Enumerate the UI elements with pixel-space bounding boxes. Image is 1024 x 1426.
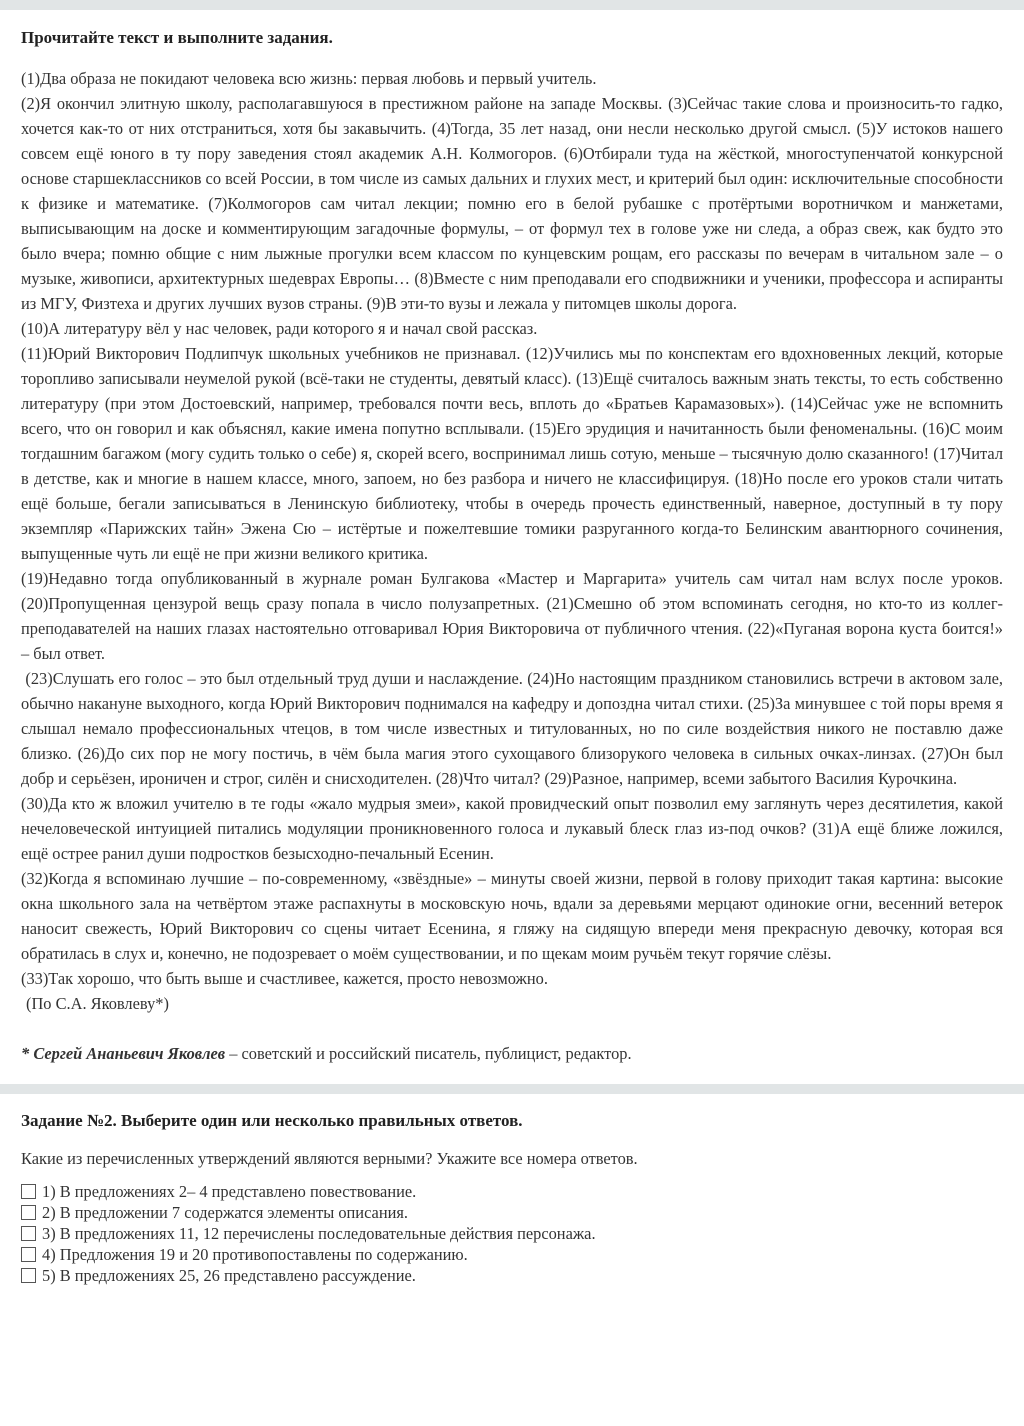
text-paragraph: (33)Так хорошо, что быть выше и счастливее, кажется, просто невозможно. [21, 969, 548, 988]
footnote-author-name: Сергей Ананьевич Яковлев [33, 1044, 226, 1063]
answer-option-label: 2) В предложении 7 содержатся элементы описания. [42, 1202, 409, 1222]
text-paragraph: (2)Я окончил элитную школу, располагавшуюся в престижном районе на западе Москвы. (3)Сейчас такие слова и произносить-то гадко, хочется как-то от них отстраниться, хотя бы закавычить. (4)Тогда, 35 лет назад, они несли несколько другой смысл. (5)У истоков нашего совсем ещё юного в ту пору заведения стоял академик А.Н. Колмогоров. (6)Отбирали туда на жёсткой, многоступенчатой конкурсной основе старшеклассников со всей России, в том числе из самых дальних и глухих мест, и критерий был один: исключительные способности к физике и математике. (7)Колмогоров сам читал лекции; помню его в белой рубашке с протёртыми воротничком и манжетами, выписывающим на доске и комментирующим загадочные формулы, – от формул тех в голове уже ни следа, а образ свеж, как будто это было вчера; помню общие с ним лыжные прогулки всем классом по кунцевским рощам, его рассказы по вечерам в читальном зале – о музыке, живописи, архитектурных шедеврах Европы… (8)Вместе с ним преподавали его сподвижники и ученики, профессора и аспиранты из МГУ, Физтеха и других лучших вузов страны. (9)В эти-то вузы и лежала у питомцев школы дорога. [21, 94, 1003, 313]
answer-option-4[interactable] [21, 1244, 1003, 1265]
answer-checkbox[interactable] [21, 1205, 36, 1220]
footnote-description: – советский и российский писатель, публицист, редактор. [225, 1044, 632, 1063]
text-paragraph: (23)Слушать его голос – это был отдельный труд души и наслаждение. (24)Но настоящим праздником становились встречи в актовом зале, обычно накануне выходного, когда Юрий Викторович поднимался на кафедру и допоздна читал стихи. (25)За минувшее с той поры время я слышал немало профессиональных чтецов, в том числе известных и титулованных, но по силе воздействия никого не поставлю даже близко. (26)До сих пор не могу постичь, в чём была магия этого сухощавого близорукого человека в сильных очках-линзах. (27)Он был добр и серьёзен, ироничен и строг, силён и снисходителен. (28)Что читал? (29)Разное, например, всеми забытого Василия Курочкина. [21, 669, 1008, 788]
author-footnote [21, 1041, 1003, 1066]
text-paragraph: (11)Юрий Викторович Подлипчук школьных учебников не признавал. (12)Учились мы по конспектам его вдохновенных лекций, которые торопливо записывали неумелой рукой (всё-таки не студенты, девятый класс). (13)Ещё считалось важным знать тексты, то есть собственно литературу (при этом Достоевский, например, требовался почти весь, вплоть до «Братьев Карамазовых»). (14)Сейчас уже не вспомнить всего, что он говорил и как объяснял, какие имена попутно всплывали. (15)Его эрудиция и начитанность были феноменальны. (16)С моим тогдашним багажом (могу судить только о себе) я, скорей всего, воспринимал лишь сотую, меньше – тысячную долю сказанного! (17)Читал в детстве, как и многие в нашем классе, много, запоем, но без разбора и ничего не классифицируя. (18)Но после его уроков стали читать ещё больше, бегали записываться в Ленинскую библиотеку, чтобы в очередь прочесть единственный, наверное, доступный в ту пору экземпляр «Парижских тайн» Эжена Сю – истёртые и пожелтевшие томики разруганного когда-то Белинским авантюрного сочинения, выпущенные чуть ли ещё не при жизни великого критика. [21, 344, 1003, 563]
text-paragraph: (10)А литературу вёл у нас человек, ради которого я и начал свой рассказ. [21, 319, 538, 338]
text-paragraph: (19)Недавно тогда опубликованный в журнале роман Булгакова «Мастер и Маргарита» учитель сам читал нам вслух после уроков. (20)Пропущенная цензурой вещь сразу попала в число полузапретных. (21)Смешно об этом вспоминать сегодня, но кто-то из коллег-преподавателей на наших глазах настоятельно отговаривал Юрия Викторовича от публичного чтения. (22)«Пуганая ворона куста боится!» – был ответ. [21, 569, 1003, 663]
answer-option-3[interactable] [21, 1223, 1003, 1244]
text-source: (По С.А. Яковлеву*) [26, 994, 169, 1013]
section-divider-band [0, 1084, 1024, 1094]
answer-option-label: 4) Предложения 19 и 20 противопоставлены по содержанию. [42, 1244, 468, 1264]
reading-text-section [0, 28, 1024, 1066]
answer-option-label: 1) В предложениях 2– 4 представлено повествование. [42, 1181, 417, 1201]
footnote-star: * [21, 1044, 30, 1063]
answer-option-label: 3) В предложениях 11, 12 перечислены последовательные действия персонажа. [42, 1223, 596, 1243]
answer-option-label: 5) В предложениях 25, 26 представлено рассуждение. [42, 1265, 416, 1285]
answer-checkbox[interactable] [21, 1226, 36, 1241]
question-title: Задание №2. Выберите один или несколько правильных ответов. [21, 1111, 523, 1130]
answer-checkbox[interactable] [21, 1247, 36, 1262]
question-prompt: Какие из перечисленных утверждений являются верными? Укажите все номера ответов. [21, 1149, 638, 1168]
text-paragraph: (32)Когда я вспоминаю лучшие – по-современному, «звёздные» – минуты своей жизни, первой в голову приходит такая картина: высокие окна школьного зала на четвёртом этаже распахнуты в московскую ночь, вдали за деревьями мерцают одинокие огни, весенний ветерок наносит свежесть, Юрий Викторович со сцены читает Есенина, я гляжу на сидящую впереди меня прекрасную девочку, которая вся обратилась в слух и, конечно, не подозревает о моём существовании, и по щекам моим ручьём текут горячие слёзы. [21, 869, 1003, 963]
answer-checkbox[interactable] [21, 1184, 36, 1199]
text-paragraph: (1)Два образа не покидают человека всю жизнь: первая любовь и первый учитель. [21, 69, 597, 88]
section-title: Прочитайте текст и выполните задания. [21, 28, 333, 47]
answer-option-5[interactable] [21, 1265, 1003, 1286]
answer-option-2[interactable] [21, 1202, 1003, 1223]
question-section [0, 1111, 1024, 1286]
answer-checkbox[interactable] [21, 1268, 36, 1283]
answer-option-1[interactable] [21, 1181, 1003, 1202]
top-divider-band [0, 0, 1024, 10]
text-paragraph: (30)Да кто ж вложил учителю в те годы «жало мудрыя змеи», какой провидческий опыт позволил ему заглянуть через десятилетия, какой нечеловеческой интуицией питались модуляции проникновенного голоса и лукавый блеск глаз из-под очков? (31)А ещё ближе ложился, ещё острее ранил души подростков безысходно-печальный Есенин. [21, 794, 1003, 863]
